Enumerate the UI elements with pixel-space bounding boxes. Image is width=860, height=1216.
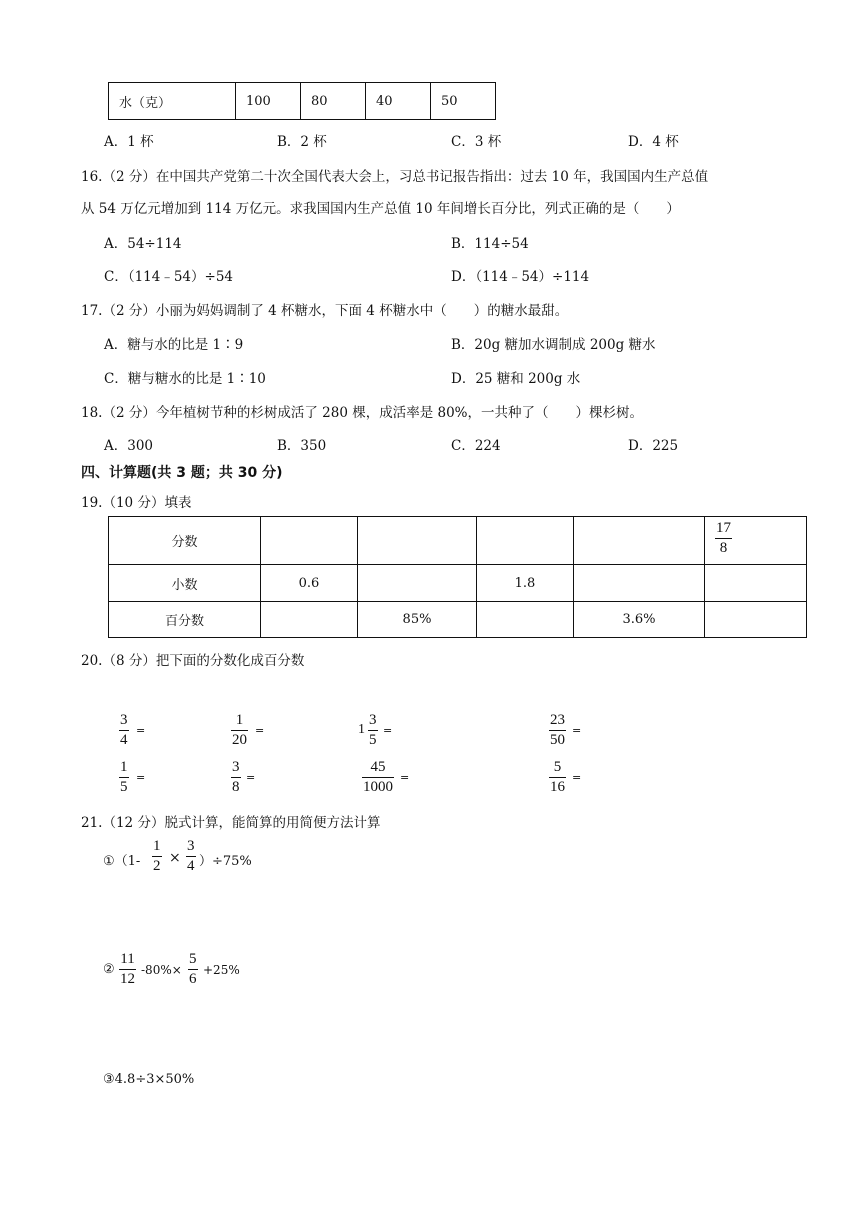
equals-sign: = — [246, 771, 256, 784]
fill-table-cell: 85% — [358, 602, 477, 638]
q18-option-a: A．300 — [104, 438, 154, 454]
q15-option-d: D．4 杯 — [628, 134, 679, 150]
fill-table-cell: 3.6% — [574, 602, 705, 638]
water-value-cell: 80 — [301, 83, 366, 120]
q21-problem2-prefix: ② — [103, 962, 115, 977]
q21-problem2-fraction1: 11 12 — [120, 951, 135, 987]
fill-table-cell: 1.8 — [477, 565, 574, 602]
fraction-bar — [715, 538, 732, 539]
q20-fraction: 1 20 — [232, 712, 247, 748]
q20-fraction: 1 5 — [120, 759, 128, 795]
water-value-cell: 100 — [236, 83, 301, 120]
q17-option-a: A．糖与水的比是 1∶9 — [104, 337, 244, 353]
q21-problem2-fraction2: 5 6 — [189, 951, 197, 987]
fraction-bar — [119, 777, 129, 778]
equals-sign: = — [400, 771, 410, 784]
q21-problem2-suffix: +25% — [203, 963, 240, 977]
q16-option-b: B．114÷54 — [451, 236, 529, 252]
water-value-cell: 50 — [431, 83, 496, 120]
q16-stem-line1: 16.（2 分）在中国共产党第二十次全国代表大会上，习总书记报告指出：过去 10 年，我国国内生产总值 — [81, 169, 709, 185]
fraction-bar — [119, 969, 136, 970]
q21-problem1-prefix: ①（1- — [103, 854, 141, 869]
q16-option-a: A．54÷114 — [104, 236, 182, 252]
water-value-cell: 40 — [366, 83, 431, 120]
fill-table-cell — [574, 517, 705, 565]
q17-option-d: D．25 糖和 200g 水 — [451, 371, 581, 387]
equals-sign: = — [255, 724, 265, 737]
fill-table-cell: 0.6 — [261, 565, 358, 602]
q18-stem: 18.（2 分）今年植树节种的杉树成活了 280 棵，成活率是 80%，一共种了（ ）棵杉树。 — [81, 405, 643, 421]
fill-table-cell — [705, 602, 807, 638]
fill-table-cell — [358, 517, 477, 565]
q21-problem1-fraction1: 1 2 — [153, 838, 161, 874]
fraction-bar — [152, 856, 162, 857]
equals-sign: = — [136, 724, 146, 737]
q16-stem-line2: 从 54 万亿元增加到 114 万亿元。求我国国内生产总值 10 年间增长百分比，列式正确的是（ ） — [81, 201, 680, 217]
q20-stem: 20.（8 分）把下面的分数化成百分数 — [81, 653, 305, 669]
fill-table-cell — [358, 565, 477, 602]
fraction-bar — [231, 730, 248, 731]
fill-table-row-label: 小数 — [109, 565, 261, 602]
fraction-bar — [188, 969, 198, 970]
q21-problem1-suffix: ）÷75% — [199, 854, 252, 869]
fill-table-cell — [574, 565, 705, 602]
q21-problem2-mid: -80%× — [141, 963, 182, 977]
fill-table-cell — [477, 517, 574, 565]
q20-fraction: 3 5 — [369, 712, 377, 748]
fill-table-cell-fraction — [705, 517, 807, 565]
q17-stem: 17.（2 分）小丽为妈妈调制了 4 杯糖水，下面 4 杯糖水中（ ）的糖水最甜。 — [81, 303, 569, 319]
fill-table-row-label: 百分数 — [109, 602, 261, 638]
water-label-cell: 水（克） — [109, 83, 236, 120]
q18-option-c: C．224 — [451, 438, 501, 454]
q15-option-b: B．2 杯 — [277, 134, 327, 150]
q19-stem: 19.（10 分）填表 — [81, 495, 192, 511]
q18-option-d: D．225 — [628, 438, 679, 454]
fraction-bar — [549, 777, 566, 778]
fraction-17-8: 17 8 — [716, 520, 731, 556]
q20-fraction: 3 8 — [232, 759, 240, 795]
fraction-bar — [549, 730, 566, 731]
q20-fraction: 3 4 — [120, 712, 128, 748]
q16-option-d: D．（114﹣54）÷114 — [451, 269, 590, 285]
q21-problem1-fraction2: 3 4 — [187, 838, 195, 874]
equals-sign: = — [572, 771, 582, 784]
section-heading: 四、计算题(共 3 题；共 30 分) — [81, 465, 283, 481]
fraction-bar — [362, 777, 394, 778]
fraction-bar — [186, 856, 196, 857]
fill-table-cell — [477, 602, 574, 638]
equals-sign: = — [136, 771, 146, 784]
fraction-bar — [119, 730, 129, 731]
q16-option-c: C．（114﹣54）÷54 — [104, 269, 234, 285]
fill-table-cell — [261, 602, 358, 638]
fill-table — [108, 516, 807, 638]
fill-table-row-label: 分数 — [109, 517, 261, 565]
q20-fraction: 5 16 — [550, 759, 565, 795]
q17-option-c: C．糖与糖水的比是 1∶10 — [104, 371, 266, 387]
q21-problem3: ③4.8÷3×50% — [103, 1072, 195, 1087]
fill-table-cell — [261, 517, 358, 565]
q18-option-b: B．350 — [277, 438, 327, 454]
fill-table-cell — [705, 565, 807, 602]
q15-option-a: A．1 杯 — [104, 134, 154, 150]
q21-stem: 21.（12 分）脱式计算，能简算的用简便方法计算 — [81, 815, 381, 831]
q20-fraction: 23 50 — [550, 712, 565, 748]
q15-option-c: C．3 杯 — [451, 134, 502, 150]
q20-whole-number: 1 — [358, 722, 365, 737]
fraction-bar — [368, 730, 378, 731]
fraction-bar — [231, 777, 241, 778]
q17-option-b: B．20g 糖加水调制成 200g 糖水 — [451, 337, 656, 353]
equals-sign: = — [572, 724, 582, 737]
water-table — [108, 82, 496, 120]
equals-sign: = — [383, 724, 393, 737]
q21-problem1-times: × — [169, 850, 181, 866]
q20-fraction: 45 1000 — [363, 759, 393, 795]
